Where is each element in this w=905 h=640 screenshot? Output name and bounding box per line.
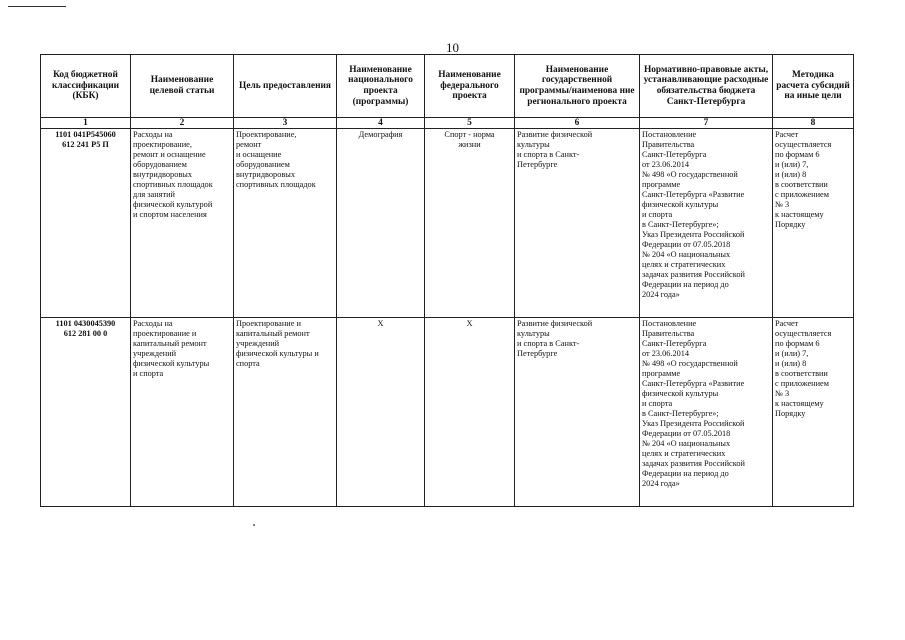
federal-project-cell: Х [425, 318, 515, 507]
header-national-project: Наименование национального проекта (программы) [337, 55, 425, 118]
column-number: 8 [773, 118, 854, 129]
purpose-cell: Проектирование, ремонт и оснащение оборудованием внутридворовых спортивных площадок [234, 129, 337, 318]
header-kbk: Код бюджетной классификации (КБК) [41, 55, 131, 118]
header-state-program: Наименование государственной программы/наименова ние регионального проекта [515, 55, 640, 118]
purpose-cell: Проектирование и капитальный ремонт учреждений физической культуры и спорта [234, 318, 337, 507]
header-rule [8, 6, 66, 7]
target-item-cell: Расходы на проектирование, ремонт и оснащение оборудованием внутридворовых спортивных площадок для занятий физической культурой и спортом населения [131, 129, 234, 318]
header-purpose: Цель предоставления [234, 55, 337, 118]
column-number: 5 [425, 118, 515, 129]
state-program-cell: Развитие физической культуры и спорта в Санкт- Петербурге [515, 318, 640, 507]
federal-project-cell: Спорт - норма жизни [425, 129, 515, 318]
header-federal-project: Наименование федерального проекта [425, 55, 515, 118]
method-cell: Расчет осуществляется по формам 6 и (или) 7, и (или) 8 в соответствии с приложением № 3 к настоящему Порядку [773, 129, 854, 318]
national-project-cell: Демография [337, 129, 425, 318]
header-legal-acts: Нормативно-правовые акты, устанавливающие расходные обязательства бюджета Санкт-Петербурга [640, 55, 773, 118]
kbk-cell: 1101 041P545060 612 241 P5 П [41, 129, 131, 318]
column-number: 4 [337, 118, 425, 129]
scan-artifact-dot [253, 524, 255, 526]
page-number: 10 [446, 40, 459, 55]
column-number-row [41, 118, 854, 129]
column-number: 1 [41, 118, 131, 129]
column-number: 6 [515, 118, 640, 129]
kbk-cell: 1101 0430045390 612 281 00 0 [41, 318, 131, 507]
target-item-cell: Расходы на проектирование и капитальный ремонт учреждений физической культуры и спорта [131, 318, 234, 507]
method-cell: Расчет осуществляется по формам 6 и (или) 7, и (или) 8 в соответствии с приложением № 3 к настоящему Порядку [773, 318, 854, 507]
header-target-item: Наименование целевой статьи [131, 55, 234, 118]
header-method: Методика расчета субсидий на иные цели [773, 55, 854, 118]
header-row [41, 55, 854, 118]
national-project-cell: Х [337, 318, 425, 507]
column-number: 7 [640, 118, 773, 129]
state-program-cell: Развитие физической культуры и спорта в Санкт- Петербурге [515, 129, 640, 318]
subsidy-table [40, 54, 854, 507]
table-row [41, 129, 854, 318]
column-number: 2 [131, 118, 234, 129]
legal-acts-cell: Постановление Правительства Санкт-Петербурга от 23.06.2014 № 498 «О государственной программе Санкт-Петербурга «Развитие физической культуры и спорта в Санкт-Петербурге»; Указ Президента Российской Федерации от 07.05.2018 № 204 «О национальных целях и стратегических задачах развития Российской Федерации на период до 2024 года» [640, 129, 773, 318]
legal-acts-cell: Постановление Правительства Санкт-Петербурга от 23.06.2014 № 498 «О государственной программе Санкт-Петербурга «Развитие физической культуры и спорта в Санкт-Петербурге»; Указ Президента Российской Федерации от 07.05.2018 № 204 «О национальных целях и стратегических задачах развития Российской Федерации на период до 2024 года» [640, 318, 773, 507]
column-number: 3 [234, 118, 337, 129]
table-row [41, 318, 854, 507]
